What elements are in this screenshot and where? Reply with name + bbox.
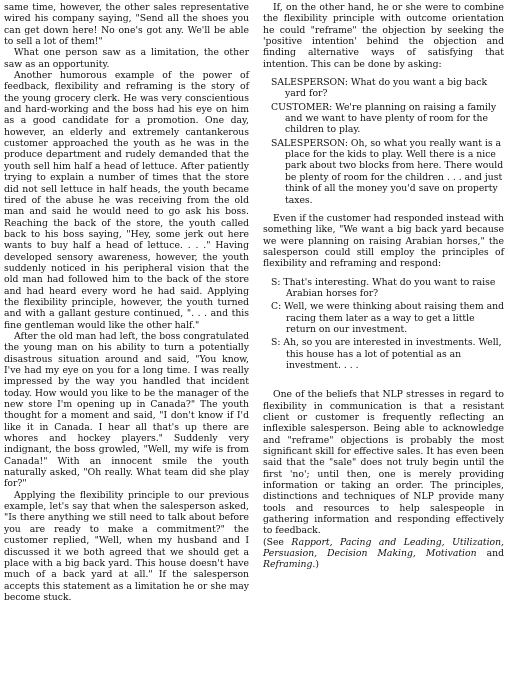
- dialogue-block: [271, 277, 504, 372]
- paragraph: Even if the customer had responded instead with something like, "We want a big back yard because we were planning on raising Arabian horses," the salesperson could still employ the principles of flexibility and reframing and respond:: [263, 212, 505, 270]
- dialogue-line: S: That's interesting. What do you want to raise Arabian horses for?: [271, 276, 496, 299]
- reference-note: [263, 537, 504, 571]
- dialogue-line: SALESPERSON: Oh, so what you really want is a place for the kids to play. Well there is a nice park about two blocks from here. There would be plenty of room for the children . . . and just think of all the money you'd save on property taxes.: [271, 137, 504, 206]
- dialogue-line: S: Ah, so you are interested in investments. Well, this house has a lot of potential as an investment. . . .: [271, 337, 502, 371]
- reference-prefix: (See: [263, 536, 292, 548]
- paragraph: same time, however, the other sales representative wired his company saying, "Send all the shoes you can get down here! No one's got any. We'll be able to sell a lot of them!": [4, 2, 249, 48]
- spacer: [263, 378, 504, 389]
- reference-last: Reframing: [263, 559, 313, 571]
- dialogue-block: [271, 77, 504, 206]
- right-column: [263, 2, 504, 571]
- paragraph: Applying the flexibility principle to our previous example, let's say that when the salesperson asked, "Is there anything we still need to talk about before you are ready to make a commitment?" the customer replied, "Well, when my husband and I discussed it we both agreed that we should get a place with a big back yard. This house doesn't have much of a back yard at all." If the salesperson accepts this statement as a limitation he or she may become stuck.: [4, 489, 249, 603]
- paragraph: After the old man had left, the boss congratulated the young man on his ability to turn a potentially disastrous situation around and said, "You know, I've had my eye on you for a long time. I was really impressed by the way you handled that incident today. How would you like to be the manager of the new store I'm opening up in Canada?" The youth thought for a moment and said, "I don't know if I'd like it in Canada. I hear all that's up there are whores and hockey players." Suddenly very indignant, the boss growled, "Well, my wife is from Canada!" With an innocent smile the youth naturally asked, "Oh really. What team did she play for?": [4, 330, 249, 490]
- paragraph: One of the beliefs that NLP stresses in regard to flexibility in communication is that a resistant client or customer is frequently reflecting an inflexible salesperson. Being able to acknowledge and "reframe" objections is probably the most significant skill for effective sales. It has even been said that the "sale" does not truly begin until the first 'no'; until then, one is merely providing information or taking an order. The principles, distinctions and techniques of NLP provide many tools and resources to help salespeople in gathering information and responding effectively to feedback.: [263, 389, 504, 537]
- dialogue-line: C: Well, we were thinking about raising them and racing them later as a way to get a little return on our investment.: [271, 301, 504, 335]
- reference-and: and: [476, 548, 504, 560]
- dialogue-line: SALESPERSON: What do you want a big back yard for?: [271, 77, 488, 100]
- paragraph: What one person saw as a limitation, the other saw as an opportunity.: [4, 47, 249, 70]
- reference-titles: Rapport, Pacing and Leading, Utilization, Persuasion, Decision Making, Motivation: [263, 536, 504, 560]
- reference-suffix: .): [312, 559, 319, 571]
- dialogue-line: CUSTOMER: We're planning on raising a family and we want to have plenty of room for the children to play.: [271, 101, 497, 136]
- paragraph: If, on the other hand, he or she were to combine the flexibility principle with outcome orientation he could "reframe" the objection by seeking the 'positive intention' behind the objection and finding alternative ways of satisfying that intention. This can be done by asking:: [263, 2, 504, 70]
- left-column: [4, 2, 249, 603]
- paragraph: Another humorous example of the power of feedback, flexibility and reframing is the story of the young grocery clerk. He was very conscientious and hard-working and the boss had his eye on him as a good candidate for a promotion. One day, however, an elderly and extremely cantankerous customer approached the youth as he was in the produce department and rudely demanded that the youth sell him half a head of lettuce. After patiently trying to explain a number of times that the store did not sell lettuce in half heads, the youth became tired of the abuse he was receiving from the old man and said he would need to go ask his boss. Reaching the back of the store, the youth called back to his boss saying, "Hey, some jerk out here wants to buy half a head of lettuce. . . ." Having developed sensory awareness, however, the youth suddenly noticed in his peripheral vision that the old man had followed him to the back of the store and had heard every word he had said. Applying the flexibility principle, however, the youth turned and with a gallant gesture continued, ". . . and this fine gentleman would like the other half.": [4, 70, 249, 331]
